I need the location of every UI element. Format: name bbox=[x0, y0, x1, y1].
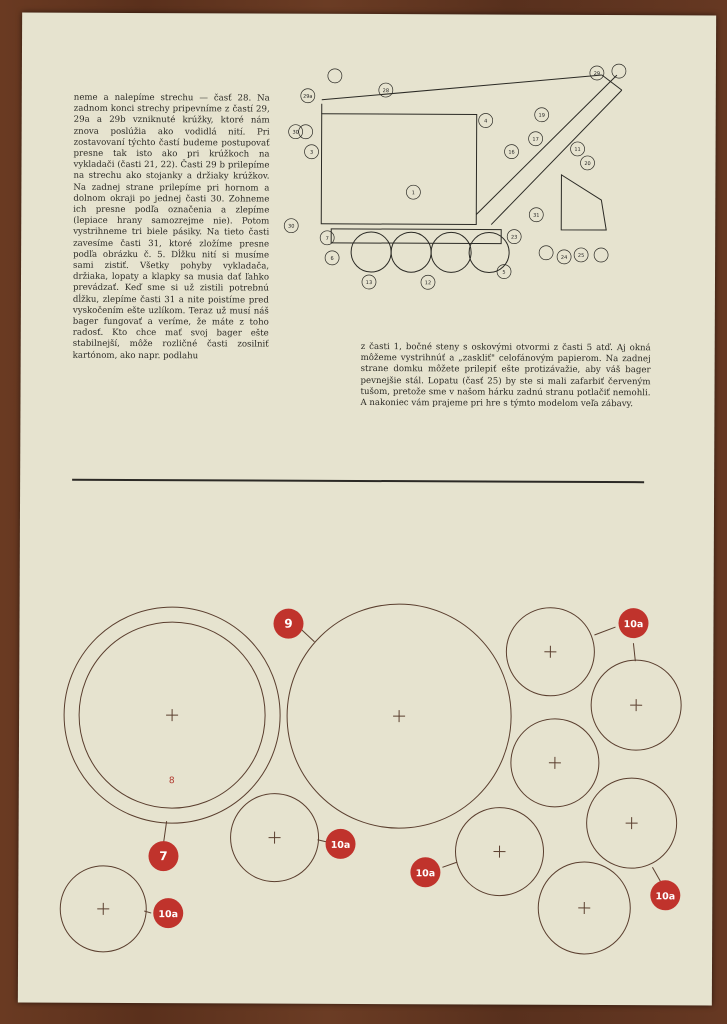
label-part-11: 11 bbox=[574, 146, 581, 153]
roof-line bbox=[322, 74, 602, 101]
badge-10a-4-label: 10a bbox=[415, 868, 436, 880]
track-wheel-3 bbox=[431, 232, 471, 272]
label-part-28: 28 bbox=[382, 88, 390, 95]
track-wheel-4 bbox=[469, 232, 509, 272]
label-part-16: 16 bbox=[508, 149, 515, 156]
shovel-outline bbox=[561, 175, 606, 230]
label-part-23: 23 bbox=[510, 234, 518, 241]
label-part-20: 20 bbox=[584, 160, 591, 167]
excavator-assembly-diagram bbox=[18, 12, 716, 1005]
badge-10a-1-label: 10a bbox=[330, 839, 351, 851]
label-part-13: 13 bbox=[365, 279, 373, 287]
label-part-30: 30 bbox=[292, 129, 299, 136]
label-part-29a: 29a bbox=[303, 93, 313, 100]
label-part-7: 7 bbox=[325, 235, 329, 242]
label-part-24: 24 bbox=[560, 254, 568, 261]
badge-9-label: 9 bbox=[284, 616, 293, 631]
track-wheel-1 bbox=[351, 232, 391, 272]
label-part-3: 3 bbox=[309, 149, 314, 156]
label-part-1: 1 bbox=[411, 190, 415, 197]
badge-10a-2-label: 10a bbox=[158, 909, 179, 921]
boom-lower bbox=[476, 74, 617, 215]
instructions-left-column: neme a nalepíme strechu — časť 28. Na zadnom konci strechy pripevníme z častí 29, 29a a 29b vzniknuté krúžky, ktoré nám znova poslúžia ako vodidlá nití. Pri zostavovaní týchto častí budeme postupovať presne tak isto ako pri krúžkoch na vykladači (časti 21, 22). Časti 29 b prilepíme na strechu ako stojanky a držiaky krúžkov. Na zadnej strane prilepíme pri hornom a dolnom okraji po jednej časti 30. Zohneme ich presne podľa označenia a zlepíme (lepiace hrany samozrejme nie). Potom vystrihneme tri biele pásiky. Na tieto časti zavesíme časti 31, ktoré zložíme presne podľa obrázku č. 5. Dĺžku nití si musíme sami zistiť. Všetky pohyby vykladača, držiaka, lopaty a klapky sa musia dať ľahko prevádzať. Keď sme si už zistili potrebnú dĺžku, zlepíme časti 31 a nite poistíme pred vyskočením ešte uzlíkom. Teraz už musí náš bager fungovať a veríme, že máte z toho radosť. Kto chce mať svoj bager ešte stabilnejší, môže rozličné časti zosilniť kartónom, ako napr. podlahu bbox=[72, 92, 270, 361]
label-part-30b: 30 bbox=[288, 223, 295, 230]
track-wheel-2 bbox=[391, 232, 431, 272]
paper-sheet bbox=[18, 12, 716, 1005]
excavator-house-outline bbox=[321, 114, 476, 225]
label-part-4: 4 bbox=[484, 118, 488, 125]
badge-7-label: 7 bbox=[159, 849, 168, 864]
label-part-5: 5 bbox=[502, 269, 506, 276]
label-part-25: 25 bbox=[577, 252, 585, 259]
label-part-31: 31 bbox=[533, 212, 540, 219]
wheel-8-number: 8 bbox=[168, 776, 175, 787]
label-part-19: 19 bbox=[538, 112, 545, 119]
instructions-right-column: z časti 1, bočné steny s oskovými otvormi z časti 5 atď. Aj okná môžeme vystrihnúť a „zaskliť" celofánovým papierom. Na zadnej strane domku môžete prilepiť ešte protizávažie, aby váš bager pevnejšie stál. Lopatu (časť 25) by ste si mali zafarbiť červeným tušom, pretože sme v našom hárku zadnú stranu potlačiť nemohli. A nakoniec vám prajeme pri hre s týmto modelom veľa zábavy. bbox=[360, 341, 651, 410]
label-part-29: 29 bbox=[593, 70, 601, 78]
badge-10a-3-label: 10a bbox=[623, 619, 644, 631]
badge-10a-5-label: 10a bbox=[655, 891, 676, 903]
label-part-12: 12 bbox=[424, 280, 432, 287]
label-part-6: 6 bbox=[330, 255, 334, 262]
label-part-17: 17 bbox=[532, 136, 539, 143]
